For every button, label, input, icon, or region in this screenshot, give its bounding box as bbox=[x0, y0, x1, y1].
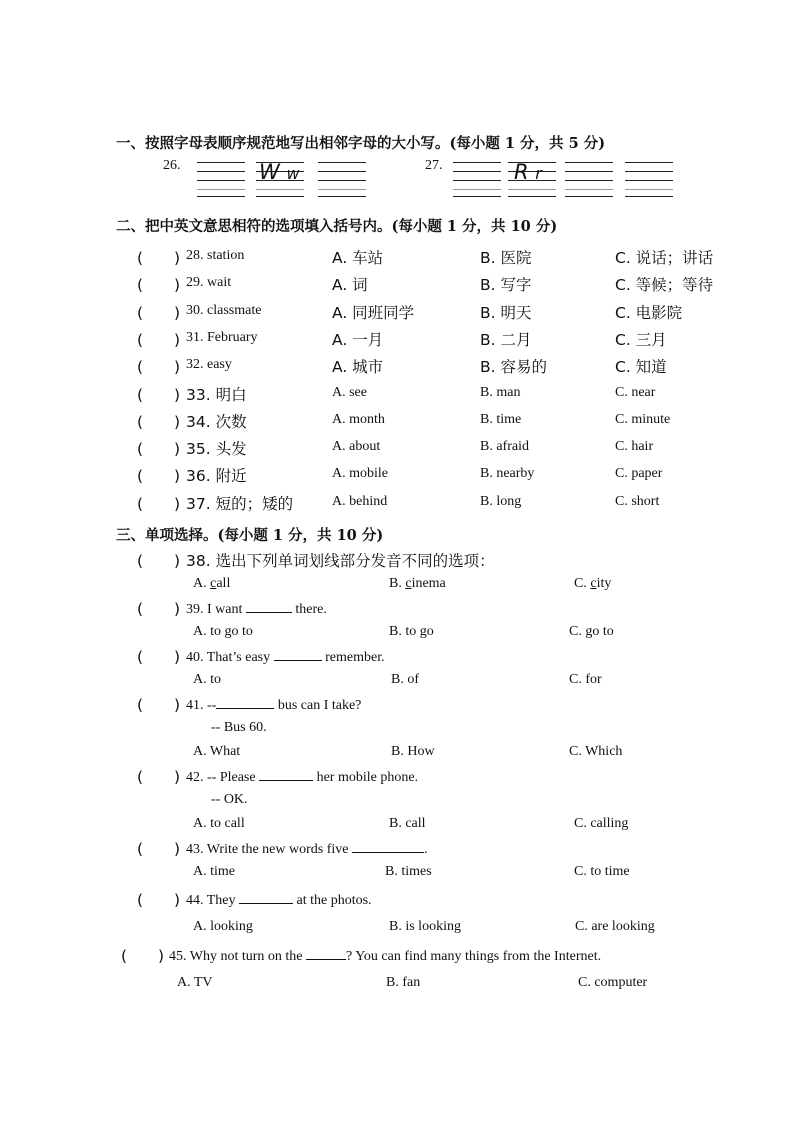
option-c: C. calling bbox=[574, 816, 629, 831]
option-b: B. nearby bbox=[480, 466, 535, 481]
question-42: 42. -- Please her mobile phone. bbox=[186, 770, 419, 785]
option-a: A. about bbox=[332, 439, 381, 454]
option-b: B. is looking bbox=[389, 919, 461, 934]
option-a: A. call bbox=[193, 576, 231, 591]
question-41: 41. -- bus can I take? bbox=[186, 698, 362, 713]
question-26-number: 26. bbox=[163, 158, 181, 173]
question-39: 39. I want there. bbox=[186, 602, 327, 617]
question-27-number: 27. bbox=[425, 158, 443, 173]
option-c: C. city bbox=[574, 576, 612, 591]
answer-bracket[interactable]: ( ) bbox=[137, 467, 181, 485]
fill-blank[interactable] bbox=[246, 600, 292, 613]
option-b: B. 医院 bbox=[480, 249, 532, 267]
option-a: A. behind bbox=[332, 494, 388, 509]
dialogue-reply: -- Bus 60. bbox=[211, 720, 267, 735]
answer-bracket[interactable]: ( ) bbox=[121, 947, 165, 965]
option-c: C. paper bbox=[615, 466, 663, 481]
option-b: B. How bbox=[391, 744, 435, 759]
option-b: B. afraid bbox=[480, 439, 529, 454]
question-44: 44. They at the photos. bbox=[186, 893, 372, 908]
question-text: 35. 头发 bbox=[186, 440, 247, 458]
option-c: C. 电影院 bbox=[615, 304, 683, 322]
handwritten-letters: R r bbox=[514, 160, 542, 184]
question-text: 30. classmate bbox=[186, 303, 262, 318]
answer-bracket[interactable]: ( ) bbox=[137, 413, 181, 431]
fill-blank[interactable] bbox=[239, 891, 293, 904]
option-a: A. What bbox=[193, 744, 241, 759]
question-40: 40. That’s easy remember. bbox=[186, 650, 385, 665]
option-b: B. 明天 bbox=[480, 304, 532, 322]
fill-blank[interactable] bbox=[259, 768, 313, 781]
question-text: 37. 短的；矮的 bbox=[186, 495, 294, 513]
option-b: B. long bbox=[480, 494, 522, 509]
fill-blank[interactable] bbox=[216, 696, 274, 709]
option-b: B. 二月 bbox=[480, 331, 532, 349]
option-c: C. near bbox=[615, 385, 656, 400]
question-38: 38. 选出下列单词划线部分发音不同的选项： bbox=[186, 552, 495, 570]
answer-bracket[interactable]: ( ) bbox=[137, 600, 181, 618]
option-a: A. 词 bbox=[332, 276, 368, 294]
option-c: C. short bbox=[615, 494, 660, 509]
option-c: C. hair bbox=[615, 439, 654, 454]
option-c: C. 说话；讲话 bbox=[615, 249, 714, 267]
question-45: 45. Why not turn on the ? You can find many things from the Internet. bbox=[169, 949, 602, 964]
option-b: B. to go bbox=[389, 624, 434, 639]
answer-bracket[interactable]: ( ) bbox=[137, 304, 181, 322]
option-c: C. for bbox=[569, 672, 602, 687]
option-b: B. time bbox=[480, 412, 522, 427]
section-3-title: 三、单项选择。(每小题 1 分，共 10 分) bbox=[116, 527, 384, 544]
answer-bracket[interactable]: ( ) bbox=[137, 276, 181, 294]
answer-bracket[interactable]: ( ) bbox=[137, 840, 181, 858]
option-a: A. 城市 bbox=[332, 358, 384, 376]
option-a: A. see bbox=[332, 385, 367, 400]
option-b: B. cinema bbox=[389, 576, 446, 591]
answer-bracket[interactable]: ( ) bbox=[137, 495, 181, 513]
option-a: A. to go to bbox=[193, 624, 253, 639]
option-a: A. to bbox=[193, 672, 221, 687]
question-text: 31. February bbox=[186, 330, 258, 345]
option-a: A. time bbox=[193, 864, 235, 879]
answer-bracket[interactable]: ( ) bbox=[137, 331, 181, 349]
option-a: A. TV bbox=[177, 975, 213, 990]
question-43: 43. Write the new words five . bbox=[186, 842, 428, 857]
answer-bracket[interactable]: ( ) bbox=[137, 648, 181, 666]
option-a: A. looking bbox=[193, 919, 253, 934]
option-c: C. are looking bbox=[575, 919, 655, 934]
answer-bracket[interactable]: ( ) bbox=[137, 249, 181, 267]
section-2-title: 二、把中英文意思相符的选项填入括号内。(每小题 1 分，共 10 分) bbox=[116, 218, 558, 235]
option-c: C. 知道 bbox=[615, 358, 667, 376]
handwritten-letters: W w bbox=[259, 160, 300, 184]
option-a: A. mobile bbox=[332, 466, 388, 481]
fill-blank[interactable] bbox=[306, 947, 346, 960]
answer-bracket[interactable]: ( ) bbox=[137, 386, 181, 404]
option-b: B. times bbox=[385, 864, 432, 879]
option-c: C. 三月 bbox=[615, 331, 667, 349]
option-c: C. computer bbox=[578, 975, 648, 990]
question-text: 33. 明白 bbox=[186, 386, 247, 404]
option-b: B. 容易的 bbox=[480, 358, 547, 376]
option-b: B. 写字 bbox=[480, 276, 532, 294]
fill-blank[interactable] bbox=[352, 840, 424, 853]
option-c: C. 等候；等待 bbox=[615, 276, 714, 294]
answer-bracket[interactable]: ( ) bbox=[137, 768, 181, 786]
option-a: A. to call bbox=[193, 816, 245, 831]
question-text: 28. station bbox=[186, 248, 245, 263]
option-b: B. call bbox=[389, 816, 426, 831]
answer-bracket[interactable]: ( ) bbox=[137, 440, 181, 458]
fill-blank[interactable] bbox=[274, 648, 322, 661]
answer-bracket[interactable]: ( ) bbox=[137, 891, 181, 909]
option-b: B. man bbox=[480, 385, 521, 400]
option-a: A. 一月 bbox=[332, 331, 384, 349]
option-b: B. of bbox=[391, 672, 419, 687]
answer-bracket[interactable]: ( ) bbox=[137, 552, 181, 570]
question-text: 29. wait bbox=[186, 275, 232, 290]
question-text: 36. 附近 bbox=[186, 467, 247, 485]
question-text: 34. 次数 bbox=[186, 413, 247, 431]
answer-bracket[interactable]: ( ) bbox=[137, 696, 181, 714]
section-1-title: 一、按照字母表顺序规范地写出相邻字母的大小写。(每小题 1 分，共 5 分) bbox=[116, 135, 606, 152]
option-c: C. go to bbox=[569, 624, 614, 639]
option-a: A. 车站 bbox=[332, 249, 384, 267]
option-c: C. to time bbox=[574, 864, 630, 879]
option-b: B. fan bbox=[386, 975, 421, 990]
dialogue-reply: -- OK. bbox=[211, 792, 248, 807]
answer-bracket[interactable]: ( ) bbox=[137, 358, 181, 376]
option-c: C. Which bbox=[569, 744, 623, 759]
option-a: A. month bbox=[332, 412, 385, 427]
question-text: 32. easy bbox=[186, 357, 232, 372]
option-a: A. 同班同学 bbox=[332, 304, 415, 322]
option-c: C. minute bbox=[615, 412, 671, 427]
